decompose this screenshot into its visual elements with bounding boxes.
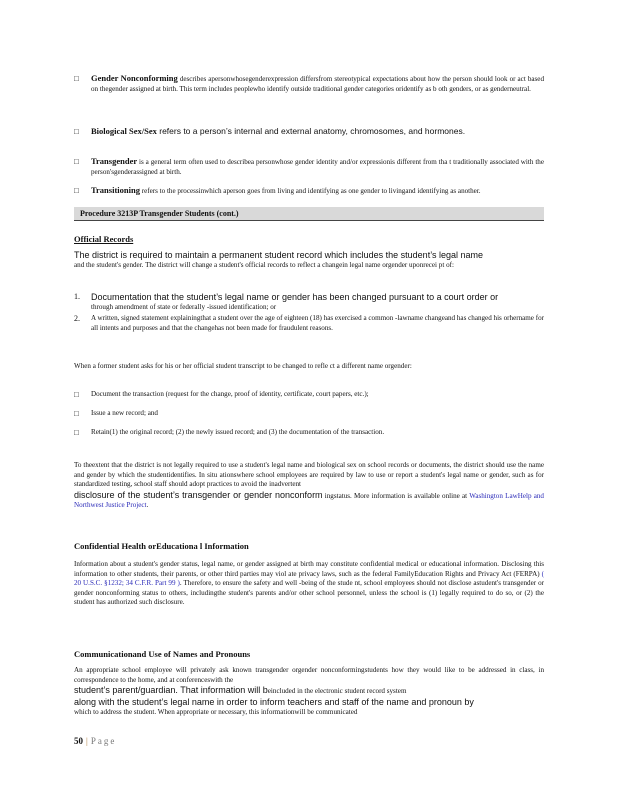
communication-large-text-2: along with the student’s legal name in order to inform teachers and staff of the name and pronoun by bbox=[74, 696, 474, 707]
former-student-bullet-3 bbox=[74, 428, 544, 438]
official-records-lead bbox=[74, 250, 544, 271]
northwest-justice-project-link[interactable]: Northwest Justice Project bbox=[74, 501, 147, 510]
definition-term: Transgender bbox=[91, 156, 138, 166]
communication-small-text-3: which to address the student. When appropriate or necessary, this informationwill be communicated bbox=[74, 707, 358, 716]
page-footer bbox=[74, 736, 116, 746]
definition-transgender bbox=[74, 157, 544, 177]
confidential-text: Information about a student's gender status, legal name, or gender assigned at birth may constitute confidential medical or educational information. Disclosing this information to other students, their parents, or other third parties may viol ate privacy laws, such as the federal FamilyEducation Rights and Privacy Act (FERPA) bbox=[74, 560, 544, 578]
official-records-item-1 bbox=[74, 292, 544, 313]
definition-text: describes apersonwhosegenderexpression differsfrom stereotypical expectations about how the person should look or act based on thegender assigned at birth. This term includes peoplewho identify outside traditional gender categories oridentify as b oth genders, or as genderneutral. bbox=[91, 75, 544, 93]
bullet-icon: □ bbox=[74, 390, 79, 399]
official-records-heading: Official Records bbox=[74, 234, 134, 244]
paragraph-large-text: disclosure of the student’s transgender or gender nonconform bbox=[74, 489, 323, 500]
bullet-icon: □ bbox=[74, 74, 79, 83]
and-word: and bbox=[533, 491, 544, 500]
bullet-icon: □ bbox=[74, 428, 79, 437]
bullet-icon: □ bbox=[74, 186, 79, 195]
bullet-text: Retain(1) the original record; (2) the newly issued record; and (3) the documentation of the transaction. bbox=[91, 428, 385, 436]
item-large-text: Documentation that the student’s legal name or gender has been changed pursuant to a court order or bbox=[91, 292, 499, 302]
bullet-icon: □ bbox=[74, 409, 79, 418]
confidential-text-2: . Therefore, to ensure the safety and well -being of the stude nt, school employees should not disclose astudent's transgender or gender nonconforming status to others, includingthe student's parents and/or other school personnel, unless the school is (1) legally required to do so, or (2) the student has authorized such disclosure. bbox=[74, 579, 544, 607]
definition-text: refers to a person’s internal and external anatomy, chromosomes, and hormones. bbox=[156, 126, 466, 136]
definition-term: Biological Sex/Sex bbox=[91, 126, 157, 136]
bullet-text: Issue a new record; and bbox=[91, 409, 158, 417]
item-small-text: through amendment of state or federally -issued identification; or bbox=[91, 303, 277, 311]
page-word: Page bbox=[90, 736, 117, 746]
washington-lawhelp-link[interactable]: Washington LawHelp bbox=[469, 491, 532, 500]
banner-divider bbox=[74, 220, 544, 221]
former-student-bullet-1 bbox=[74, 390, 544, 400]
paragraph-tail-text: ingstatus. More information is available online at bbox=[324, 491, 468, 500]
item-small-text: A written, signed statement explainingthat a student over the age of eighteen (18) has exercised a common -lawname changeand has changed his orhername for all intents and purposes and that the changehas not been made for fraudulent reasons. bbox=[91, 314, 544, 332]
bullet-icon: □ bbox=[74, 157, 79, 166]
ferpa-citation: ( 20 U.S.C. §1232; 34 C.F.R. Part 99 ) bbox=[74, 569, 544, 588]
paragraph-small-text: To theextent that the district is not legally required to use a student's legal name and biological sex on school records or documents, the district should use the name and gender by which the studentidentifies. In situ ationswhere school employees are required by law to use or report a student's legal name or gender, such as for standardized testing, school staff should adopt practices to avoid the inadvertent bbox=[74, 461, 544, 489]
communication-small-text-2: eincluded in the electronic student record system bbox=[267, 687, 407, 696]
lead-small-text: and the student's gender. The district will change a student's official records to reflect a changein legal name orgender uponrecei pt of: bbox=[74, 261, 454, 269]
communication-large-text-1: student’s parent/guardian. That information will b bbox=[74, 685, 268, 696]
period: . bbox=[146, 501, 149, 510]
definition-term: Gender Nonconforming bbox=[91, 73, 178, 83]
page-number: 50 bbox=[74, 736, 83, 746]
definition-text: refers to the processinwhich aperson goes from living and identifying as one gender to livingand identifying as another. bbox=[139, 187, 481, 195]
procedure-banner: Procedure 3213P Transgender Students (cont.) bbox=[74, 207, 544, 220]
definition-term: Transitioning bbox=[91, 185, 140, 195]
confidential-paragraph bbox=[74, 560, 544, 608]
definition-biological-sex bbox=[74, 127, 544, 138]
former-student-paragraph: When a former student asks for his or her official student transcript to be changed to refle ct a different name orgender: bbox=[74, 362, 412, 370]
item-number: 2. bbox=[74, 314, 80, 323]
bullet-text: Document the transaction (request for the change, proof of identity, certificate, court papers, etc.); bbox=[91, 390, 369, 398]
definition-gender-nonconforming bbox=[74, 74, 544, 94]
footer-separator: | bbox=[86, 736, 88, 746]
communication-small-text-1: An appropriate school employee will privately ask known transgender orgender nonconformingstudents how they would like to be addressed in class, in correspondence to the home, and at conferenceswith the bbox=[74, 666, 544, 684]
former-student-bullet-2 bbox=[74, 409, 544, 419]
legal-name-paragraph bbox=[74, 461, 544, 511]
bullet-icon: □ bbox=[74, 127, 79, 136]
confidential-heading: Confidential Health orEducationa l Information bbox=[74, 541, 249, 551]
lead-large-text: The district is required to maintain a permanent student record which includes the student’s legal name bbox=[74, 250, 484, 260]
communication-heading: Communicationand Use of Names and Pronouns bbox=[74, 649, 251, 659]
definition-text: is a general term often used to describea personwhose gender identity and/or expressionis different from tha t traditionally associated with the person'sgenderassigned at birth. bbox=[91, 158, 544, 176]
official-records-item-2 bbox=[74, 314, 544, 333]
item-number: 1. bbox=[74, 292, 80, 301]
definition-transitioning bbox=[74, 186, 544, 197]
communication-paragraph bbox=[74, 666, 544, 717]
